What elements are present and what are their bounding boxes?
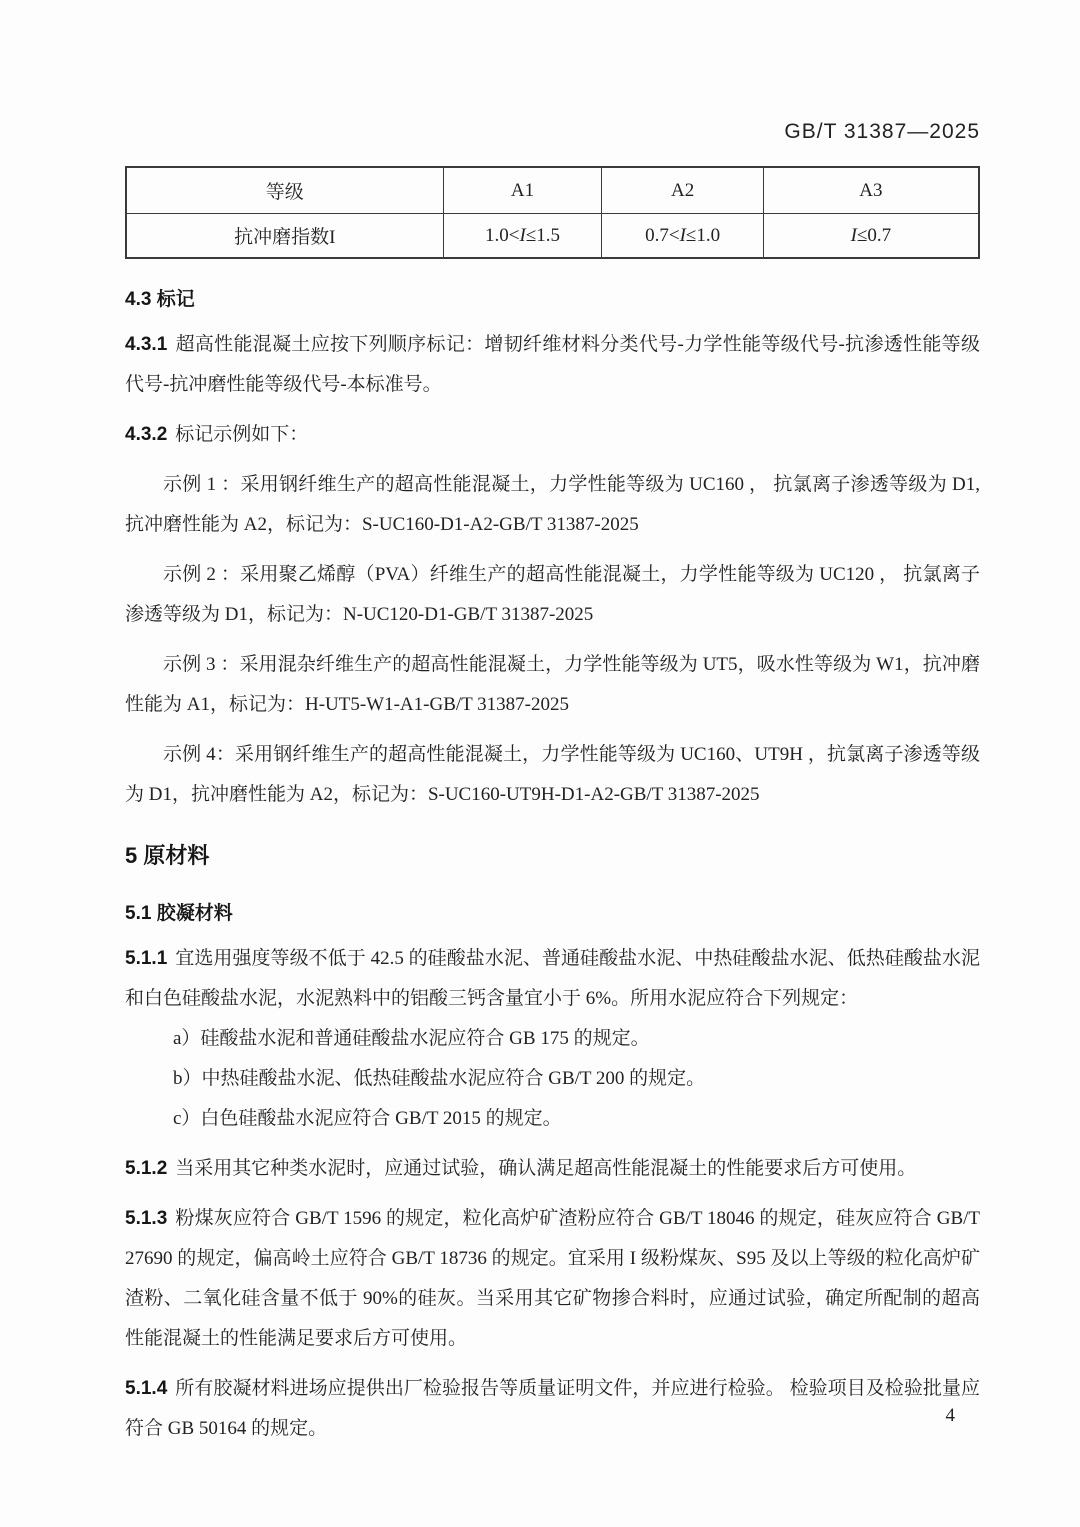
list-item-b: b）中热硅酸盐水泥、低热硅酸盐水泥应符合 GB/T 200 的规定。	[173, 1068, 706, 1089]
table-header-a1: A1	[443, 167, 602, 214]
table-cell-a1: 1.0<I≤1.5	[443, 214, 602, 259]
table-header-a3: A3	[763, 167, 979, 214]
example-3: 示例 3 ：采用混杂纤维生产的超高性能混凝土，力学性能等级为 UT5，吸水性等级为 W1，抗冲磨性能为 A1，标记为：H-UT5-W1-A1-GB/T 31387-2025	[125, 654, 980, 715]
clause-5-1-3: 5.1.3 粉煤灰应符合 GB/T 1596 的规定，粒化高炉矿渣粉应符合 GB/T 18046 的规定，硅灰应符合 GB/T 27690 的规定，偏高岭土应符合 GB/T 18736 的规定。宜采用 I 级粉煤灰、S95 及以上等级的粒化高炉矿渣粉、二氧化硅含量不低于 90%的硅灰。当采用其它矿物掺合料时，应通过试验，确定所配制的超高性能混凝土的性能满足要求后方可使用。	[125, 1208, 980, 1349]
clause-5-1-2: 5.1.2 当采用其它种类水泥时，应通过试验，确认满足超高性能混凝土的性能要求后方可使用。	[125, 1158, 917, 1179]
clause-4-3-1: 4.3.1 超高性能混凝土应按下列顺序标记：增韧纤维材料分类代号-力学性能等级代号-抗渗透性能等级代号-抗冲磨性能等级代号-本标准号。	[125, 334, 980, 395]
clause-number: 5.1.1	[125, 948, 168, 969]
clause-5-1-1: 5.1.1 宜选用强度等级不低于 42.5 的硅酸盐水泥、普通硅酸盐水泥、中热硅酸盐水泥、低热硅酸盐水泥和白色硅酸盐水泥，水泥熟料中的铝酸三钙含量宜小于 6%。所用水泥应符合下列规定：	[125, 948, 980, 1009]
clause-4-3-2: 4.3.2 标记示例如下：	[125, 424, 309, 445]
table-cell-a2: 0.7<I≤1.0	[602, 214, 763, 259]
clause-number: 5.1.3	[125, 1208, 168, 1229]
standard-number: GB/T 31387—2025	[784, 120, 980, 143]
example-1: 示例 1 ：采用钢纤维生产的超高性能混凝土，力学性能等级为 UC160 ， 抗氯离子渗透等级为 D1, 抗冲磨性能为 A2，标记为：S-UC160-D1-A2-GB/T 31387-2025	[125, 474, 980, 535]
example-2: 示例 2 ：采用聚乙烯醇（PVA）纤维生产的超高性能混凝土，力学性能等级为 UC120 ， 抗氯离子渗透等级为 D1，标记为：N-UC120-D1-GB/T 31387-2025	[125, 564, 980, 625]
clause-number: 5.1.2	[125, 1158, 168, 1179]
table-header-a2: A2	[602, 167, 763, 214]
list-item-c: c）白色硅酸盐水泥应符合 GB/T 2015 的规定。	[173, 1108, 562, 1129]
heading-5-1: 5.1 胶凝材料	[125, 903, 233, 924]
heading-5: 5 原材料	[125, 843, 210, 868]
clause-number: 4.3.2	[125, 424, 168, 445]
page-number: 4	[945, 1405, 955, 1426]
table-cell-a3: I≤0.7	[763, 214, 979, 259]
table-row-label: 抗冲磨指数I	[126, 214, 443, 259]
clause-number: 4.3.1	[125, 334, 168, 355]
clause-5-1-4: 5.1.4 所有胶凝材料进场应提供出厂检验报告等质量证明文件，并应进行检验。 检验项目及检验批量应符合 GB 50164 的规定。	[125, 1378, 980, 1439]
heading-4-3: 4.3 标记	[125, 289, 195, 310]
example-4: 示例 4：采用钢纤维生产的超高性能混凝土，力学性能等级为 UC160、UT9H ，抗氯离子渗透等级为 D1，抗冲磨性能为 A2，标记为：S-UC160-UT9H-D1-A2-GB/T 31387-2025	[125, 744, 980, 805]
grade-table	[125, 166, 980, 259]
table-header-row	[126, 167, 979, 214]
table-header-grade: 等级	[126, 167, 443, 214]
list-item-a: a）硅酸盐水泥和普通硅酸盐水泥应符合 GB 175 的规定。	[173, 1028, 650, 1049]
table-data-row	[126, 214, 979, 259]
clause-number: 5.1.4	[125, 1378, 168, 1399]
